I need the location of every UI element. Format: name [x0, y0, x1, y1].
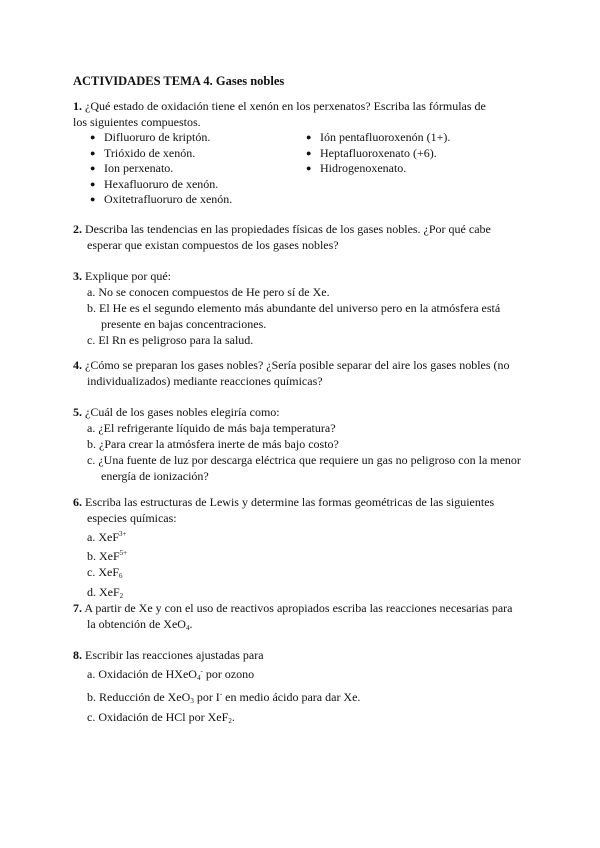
list-item: ● Hexafluoruro de xenón.: [90, 176, 219, 191]
sub-item: d. XeF$_2$: [87, 585, 124, 600]
compound-list-left: [90, 130, 232, 208]
question-number: 6.: [73, 495, 82, 509]
question-6: [73, 494, 543, 604]
sub-item: a. ¿El refrigerante líquido de más baja temperatura?: [87, 421, 336, 435]
question-text: esperar que existan compuestos de los gases nobles?: [87, 238, 339, 252]
sub-item: c. ¿Una fuente de luz por descarga eléctrica que requiere un gas no peligroso con la menor: [87, 453, 521, 467]
bullet-icon: ●: [90, 194, 96, 204]
sub-item: a. No se conocen compuestos de He pero sí de Xe.: [87, 285, 330, 299]
question-number: 4.: [73, 358, 82, 372]
bullet-icon: ●: [306, 147, 312, 158]
question-text: A partir de Xe y con el uso de reactivos apropiados escriba las reacciones necesarias para: [84, 601, 513, 615]
question-text: la obtención de XeO$_4$.: [87, 617, 193, 632]
page-title: ACTIVIDADES TEMA 4. Gases nobles: [73, 74, 285, 88]
question-text: Escribir las reacciones ajustadas para: [85, 648, 264, 662]
question-number: 2.: [73, 222, 82, 236]
question-text: ¿Cómo se preparan los gases nobles? ¿Sería posible separar del aire los gases nobles (no: [85, 358, 510, 372]
bullet-icon: ●: [306, 132, 312, 142]
question-text: especies químicas:: [87, 511, 177, 525]
sub-item: b. Reducción de XeO$_3$ por I- en medio ácido para dar Xe.: [87, 690, 361, 705]
sub-item: b. XeF$^{5+}$: [87, 549, 128, 563]
sub-item: c. Oxidación de HCl por XeF$_2$.: [87, 710, 235, 725]
sub-item: c. XeF$_6$: [87, 565, 123, 580]
list-item: ● Ión pentafluoroxenón (1+).: [306, 130, 451, 144]
question-8: [73, 647, 543, 729]
question-number: 8.: [73, 648, 82, 662]
sub-item: presente en bajas concentraciones.: [101, 317, 267, 331]
question-number: 7.: [73, 601, 82, 615]
sub-item: c. El Rn es peligroso para la salud.: [87, 333, 254, 347]
question-2: [73, 221, 543, 253]
sub-item: a. XeF$^{3+}$: [87, 530, 127, 544]
question-number: 3.: [73, 269, 82, 283]
list-item: ● Hidrogenoxenato.: [306, 161, 407, 175]
question-text: Describa las tendencias en las propiedades físicas de los gases nobles. ¿Por qué cabe: [85, 222, 491, 236]
question-text: ¿Qué estado de oxidación tiene el xenón en los perxenatos? Escriba las fórmulas de: [85, 99, 486, 113]
sub-item: b. El He es el segundo elemento más abundante del universo pero en la atmósfera está: [87, 301, 501, 315]
bullet-icon: ●: [90, 163, 96, 173]
question-3: [73, 268, 543, 348]
sub-item: a. Oxidación de HXeO$_4$- por ozono: [87, 667, 255, 682]
list-item: ● Heptafluoroxenato (+6).: [306, 145, 437, 160]
compound-list-right: [306, 130, 450, 177]
question-text: Explique por qué:: [85, 269, 171, 283]
question-4: [73, 357, 543, 389]
question-1: [73, 98, 543, 130]
bullet-icon: ●: [90, 178, 96, 189]
list-item: ● Ion perxenato.: [90, 161, 174, 175]
bullet-icon: ●: [306, 163, 312, 173]
bullet-icon: ●: [90, 147, 96, 158]
question-number: 1.: [73, 99, 82, 113]
list-item: ● Difluoruro de kriptón.: [90, 130, 211, 144]
question-text: Escriba las estructuras de Lewis y determine las formas geométricas de las siguientes: [85, 495, 495, 509]
list-item: ● Oxitetrafluoruro de xenón.: [90, 192, 233, 206]
list-item: ● Trióxido de xenón.: [90, 145, 196, 160]
question-5: [73, 404, 543, 484]
question-text: ¿Cuál de los gases nobles elegiría como:: [85, 405, 280, 419]
question-text: los siguientes compuestos.: [73, 115, 201, 129]
bullet-icon: ●: [90, 132, 96, 142]
question-7: [73, 600, 543, 636]
sub-item: energía de ionización?: [101, 469, 209, 483]
question-number: 5.: [73, 405, 82, 419]
question-text: individualizados) mediante reacciones químicas?: [87, 374, 323, 388]
sub-item: b. ¿Para crear la atmósfera inerte de más bajo costo?: [87, 437, 339, 451]
